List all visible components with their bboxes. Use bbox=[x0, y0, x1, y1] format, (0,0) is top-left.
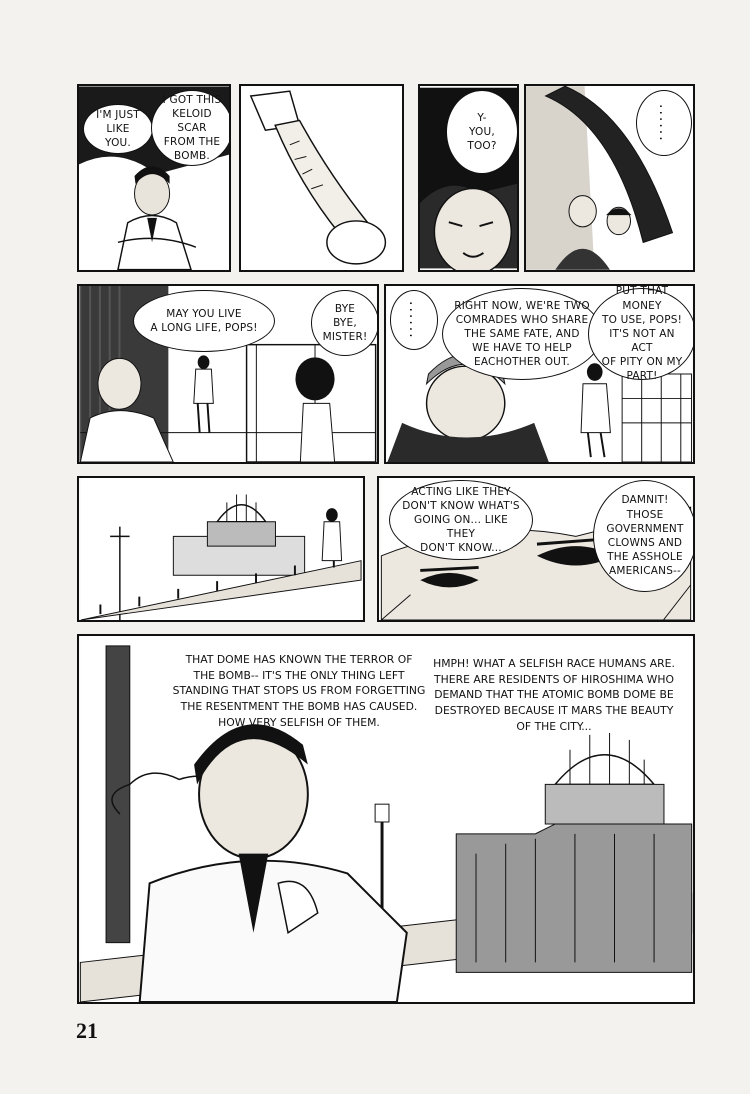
bubble-text: PUT THAT MONEY TO USE, POPS! IT'S NOT AN ACT OF PITY ON MY PART! bbox=[601, 285, 683, 383]
bubble-text: Y- YOU, TOO? bbox=[467, 111, 497, 153]
panel-4 bbox=[524, 84, 695, 272]
panel-6 bbox=[384, 284, 695, 464]
speech-bubble-acting bbox=[389, 480, 533, 560]
caption-dome-terror: THAT DOME HAS KNOWN THE TERROR OF THE BOMB-- IT'S THE ONLY THING LEFT STANDING THAT STOPS US FROM FORGETTING THE RESENTMENT THE BOMB HAS CAUSED. HOW VERY SELFISH OF THEM. bbox=[172, 653, 426, 729]
speech-bubble-put-money bbox=[588, 285, 695, 383]
bubble-text: ...... bbox=[406, 300, 422, 340]
bubble-text: MAY YOU LIVE A LONG LIFE, POPS! bbox=[150, 307, 258, 334]
panel-2-art bbox=[241, 86, 402, 270]
panel-1 bbox=[77, 84, 231, 272]
panel-7-art bbox=[79, 478, 363, 620]
speech-bubble-long-life bbox=[133, 290, 275, 352]
bubble-text: RIGHT NOW, WE'RE TWO COMRADES WHO SHARE THE SAME FATE, AND WE HAVE TO HELP EACHOTHER OUT. bbox=[454, 299, 590, 369]
bubble-text: ACTING LIKE THEY DON'T KNOW WHAT'S GOING ON... LIKE THEY DON'T KNOW... bbox=[402, 485, 520, 555]
speech-bubble-you-too bbox=[446, 90, 518, 174]
panel-3 bbox=[418, 84, 519, 272]
bubble-text: I GOT THIS KELOID SCAR FROM THE BOMB. bbox=[162, 93, 222, 163]
panel-9-dome-smoke bbox=[77, 634, 695, 1004]
speech-bubble-bye-bye bbox=[311, 290, 379, 356]
speech-bubble-silence bbox=[390, 290, 438, 350]
bubble-text: I'M JUST LIKE YOU. bbox=[96, 108, 140, 150]
bubble-text: DAMNIT! THOSE GOVERNMENT CLOWNS AND THE ASSHOLE AMERICANS-- bbox=[606, 494, 684, 578]
panel-5 bbox=[77, 284, 379, 464]
caption-selfish-race: HMPH! WHAT A SELFISH RACE HUMANS ARE. THERE ARE RESIDENTS OF HIROSHIMA WHO DEMAND THAT THE ATOMIC BOMB DOME BE DESTROYED BECAUSE IT MARS THE BEAUTY OF THE CITY... bbox=[433, 657, 675, 733]
speech-bubble-damnit bbox=[593, 480, 695, 592]
panel-7-dome-bridge bbox=[77, 476, 365, 622]
speech-bubble-just-like-you bbox=[83, 104, 153, 154]
bubble-text: BYE BYE, MISTER! bbox=[322, 302, 368, 344]
bubble-text: ...... bbox=[656, 103, 672, 143]
panel-2-arm-scar bbox=[239, 84, 404, 272]
speech-bubble-comrades bbox=[442, 288, 602, 380]
page-number: 21 bbox=[76, 1018, 98, 1043]
speech-bubble-keloid-scar bbox=[151, 90, 231, 166]
speech-bubble-silence bbox=[636, 90, 692, 156]
panel-8 bbox=[377, 476, 695, 622]
